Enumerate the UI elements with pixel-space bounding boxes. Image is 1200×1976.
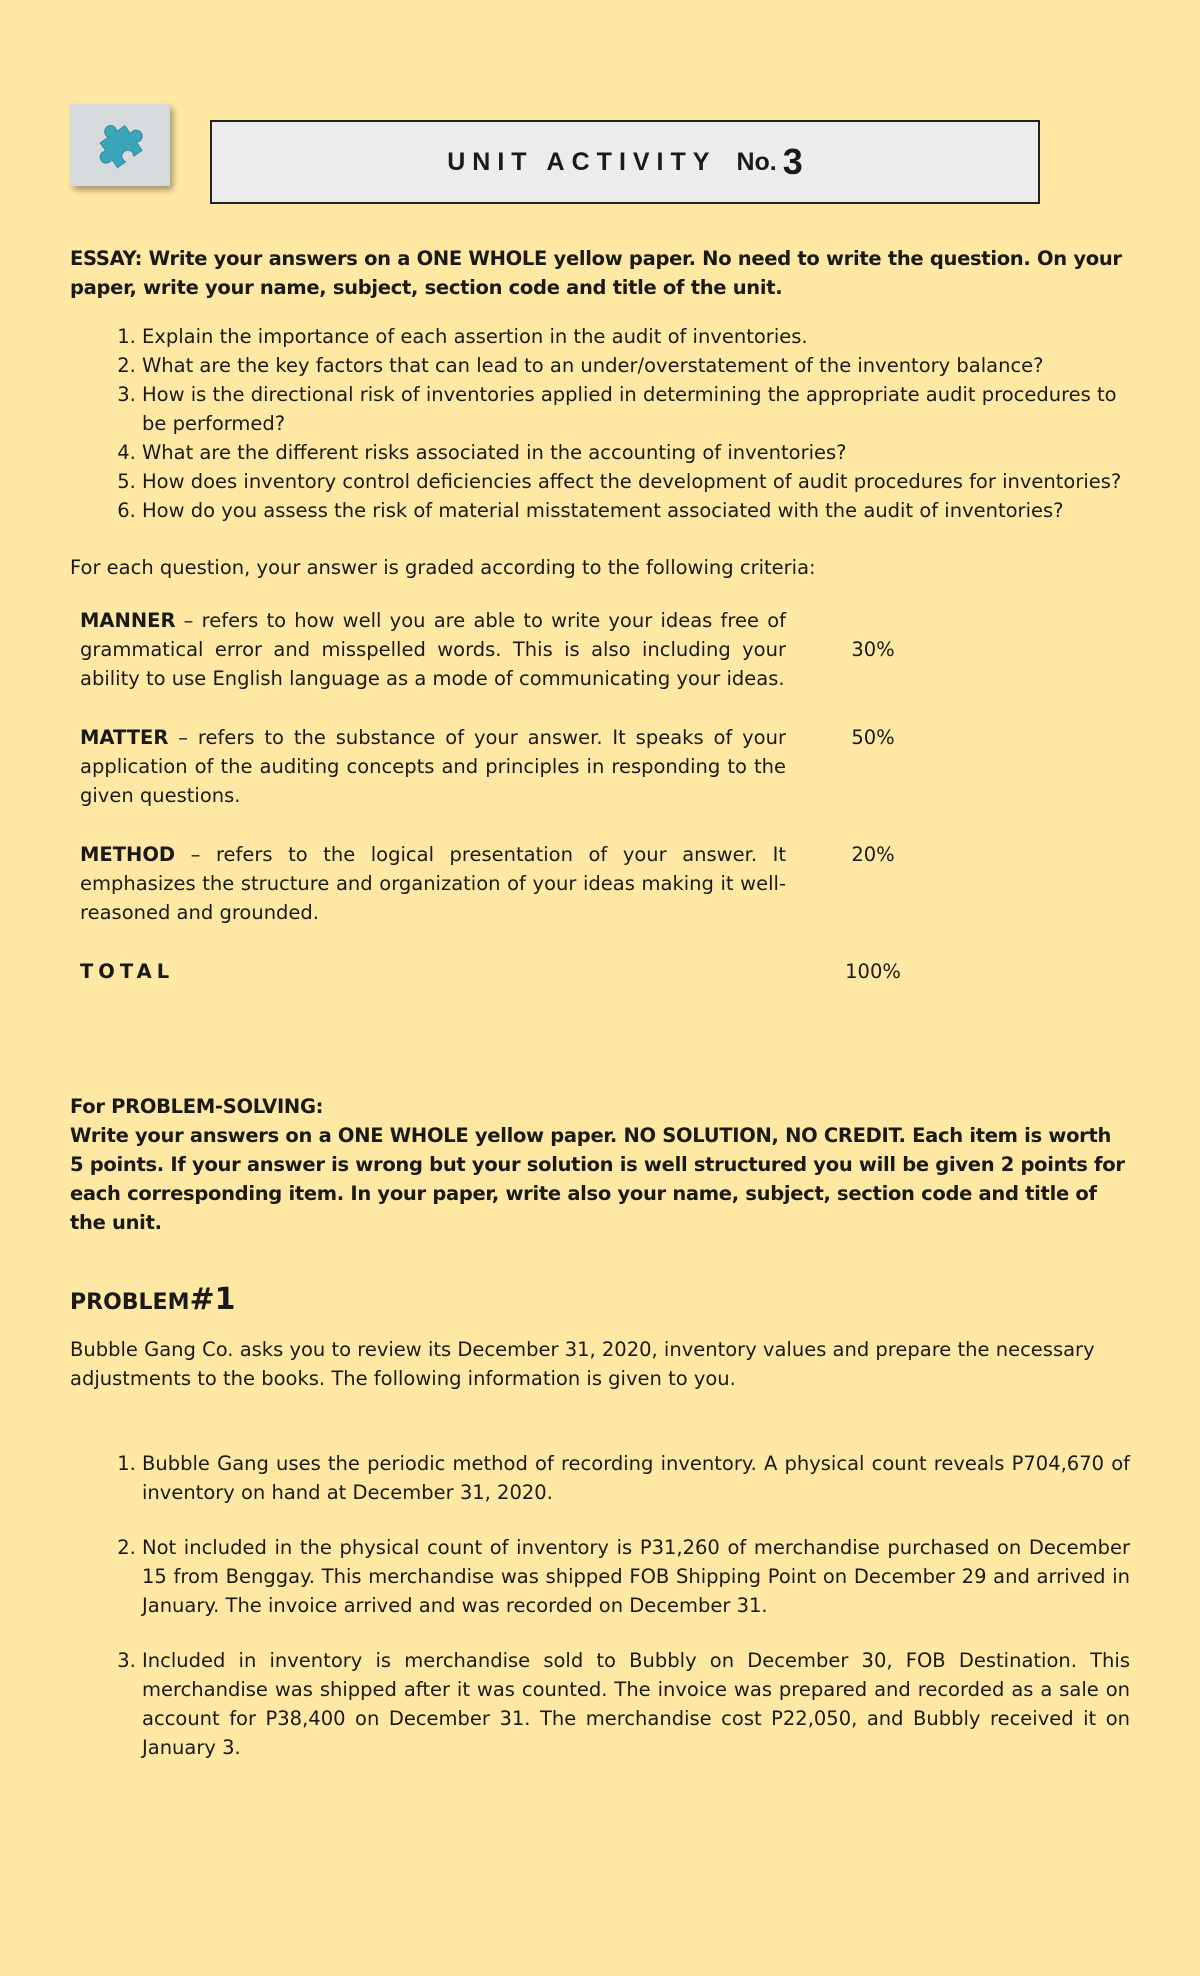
activity-no-label: No. [736, 147, 777, 176]
essay-question: 3. How is the directional risk of inventories applied in determining the appropriate audit procedures to be performed? [142, 380, 1130, 438]
problem-items-list [70, 1449, 1130, 1762]
criteria-total-row [80, 957, 940, 986]
problem-number: #1 [189, 1282, 236, 1317]
activity-number: 3 [782, 141, 803, 182]
problem-solving-instructions [70, 1092, 1130, 1237]
problem-solving-heading: For PROBLEM-SOLVING: [70, 1095, 324, 1118]
criteria-text: – refers to the logical presentation of your answer. It emphasizes the structure and organization of your ideas making it well-reasoned and grounded. [80, 843, 786, 924]
criteria-name: MANNER [80, 609, 176, 632]
total-label: TOTAL [80, 960, 175, 983]
criteria-weight: 50% [851, 726, 895, 749]
problem-solving-text: Write your answers on a ONE WHOLE yellow paper. NO SOLUTION, NO CREDIT. Each item is worth 5 points. If your answer is wrong but your solution is well structured you will be given 2 points for each corresponding item. In your paper, write also your name, subject, section code and title of the unit. [70, 1124, 1125, 1234]
unit-activity-label: UNIT ACTIVITY [447, 147, 717, 176]
criteria-description [80, 606, 806, 693]
criteria-description [80, 840, 806, 927]
criteria-text: – refers to the substance of your answer. It speaks of your application of the auditing concepts and principles in responding to the given questions. [80, 726, 786, 807]
unit-activity-title [210, 120, 1040, 204]
criteria-intro: For each question, your answer is graded according to the following criteria: [70, 556, 816, 579]
essay-question: 5. How does inventory control deficiencies affect the development of audit procedures for inventories? [142, 467, 1130, 496]
essay-question: 6. How do you assess the risk of material misstatement associated with the audit of inventories? [142, 496, 1130, 525]
criteria-description [80, 723, 806, 810]
criteria-weight: 30% [851, 638, 895, 661]
criteria-row [80, 840, 940, 927]
essay-questions-list [70, 322, 1130, 525]
criteria-row [80, 606, 940, 693]
puzzle-icon [85, 110, 155, 180]
total-value: 100% [845, 960, 901, 983]
problem-title-label: PROBLEM [70, 1290, 190, 1315]
criteria-row [80, 723, 940, 810]
essay-instructions: ESSAY: Write your answers on a ONE WHOLE yellow paper. No need to write the question. On your paper, write your name, subject, section code and title of the unit. [70, 247, 1122, 299]
problem-intro: Bubble Gang Co. asks you to review its December 31, 2020, inventory values and prepare the necessary adjustments to the books. The following information is given to you. [70, 1338, 1095, 1390]
document-body [70, 244, 1130, 1788]
grading-criteria-table [80, 606, 940, 986]
criteria-weight: 20% [851, 843, 895, 866]
essay-question: 1. Explain the importance of each assertion in the audit of inventories. [142, 322, 1130, 351]
problem-item: 1. Bubble Gang uses the periodic method of recording inventory. A physical count reveals P704,670 of inventory on hand at December 31, 2020. [142, 1449, 1130, 1507]
essay-question: 2. What are the key factors that can lead to an under/overstatement of the inventory balance? [142, 351, 1130, 380]
puzzle-icon-box [70, 104, 170, 186]
problem-item: 3. Included in inventory is merchandise sold to Bubbly on December 30, FOB Destination. This merchandise was shipped after it was counted. The invoice was prepared and recorded as a sale on account for P38,400 on December 31. The merchandise cost P22,050, and Bubbly received it on January 3. [142, 1646, 1130, 1762]
problem-title [70, 1282, 1130, 1317]
criteria-name: METHOD [80, 843, 176, 866]
criteria-name: MATTER [80, 726, 169, 749]
problem-item: 2. Not included in the physical count of inventory is P31,260 of merchandise purchased on December 15 from Benggay. This merchandise was shipped FOB Shipping Point on December 29 and arrived in January. The invoice arrived and was recorded on December 31. [142, 1533, 1130, 1620]
criteria-text: – refers to how well you are able to write your ideas free of grammatical error and misspelled words. This is also including your ability to use English language as a mode of communicating your ideas. [80, 609, 786, 690]
essay-question: 4. What are the different risks associated in the accounting of inventories? [142, 438, 1130, 467]
